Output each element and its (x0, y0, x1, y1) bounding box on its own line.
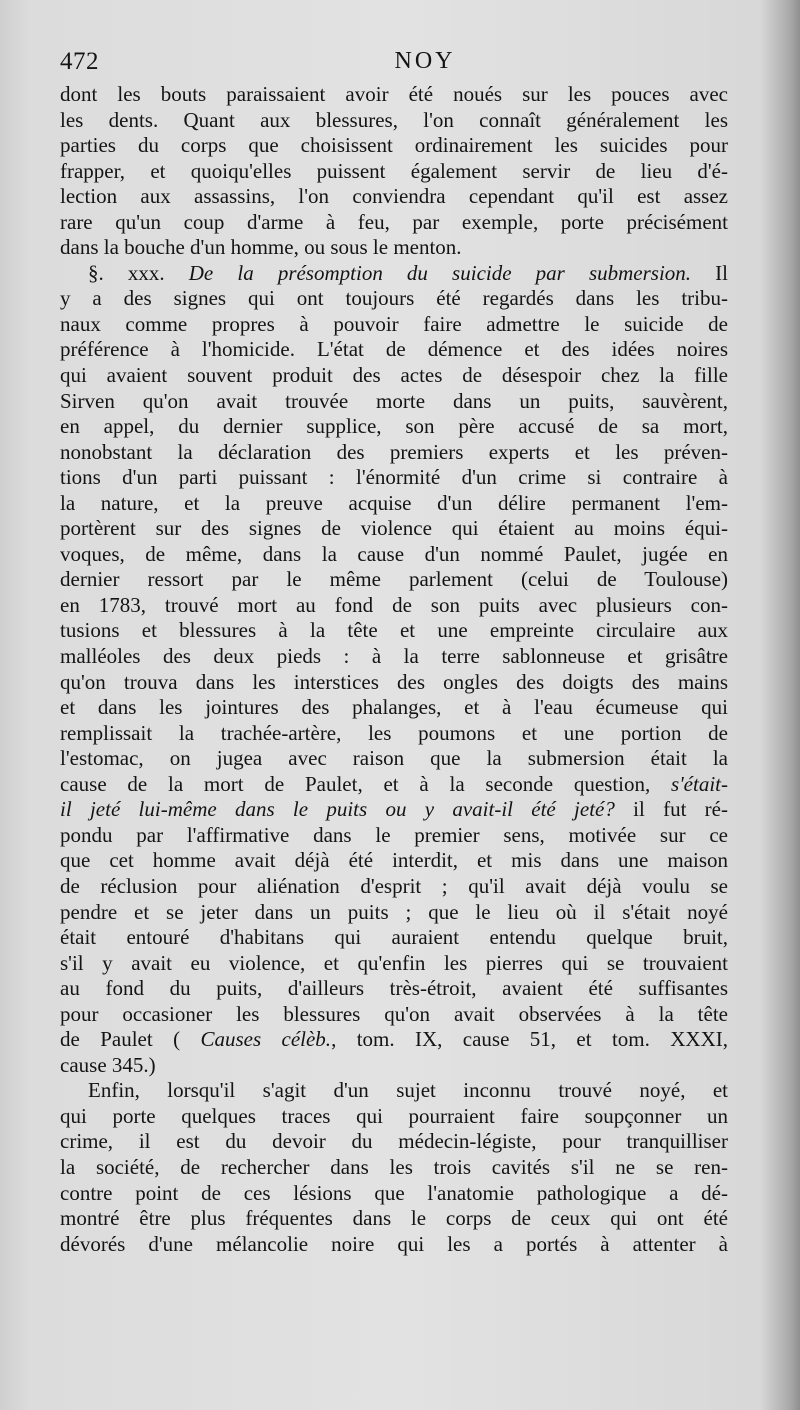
text-line: cause 345.) (60, 1052, 156, 1077)
text-line: qui avaient souvent produit des actes de désespoir chez la fille (60, 363, 728, 388)
text-line: pondu par l'affirmative dans le premier sens, motivée sur ce (60, 822, 728, 847)
text-fragment: cause de la mort de Paulet, et à la seconde question, (60, 771, 672, 796)
text-line: dernier ressort par le même parlement (celui de Toulouse) (60, 567, 728, 592)
text-line: en 1783, trouvé mort au fond de son puits avec plusieurs con- (60, 592, 728, 617)
text-line: nonobstant la déclaration des premiers experts et les préven- (60, 439, 728, 464)
text-line (60, 797, 728, 823)
text-line: tusions et blessures à la tête et une empreinte circulaire aux (60, 618, 728, 643)
citation-title: Causes célèb. (200, 1027, 332, 1052)
text-line: les dents. Quant aux blessures, l'on connaît généralement les (60, 107, 728, 132)
text-line: qu'on trouva dans les interstices des ongles des doigts des mains (60, 669, 728, 694)
text-line: remplissait la trachée-artère, les poumons et une portion de (60, 720, 728, 745)
text-fragment: , tom. IX, cause 51, et tom. XXXI, (331, 1027, 728, 1052)
paragraph-start-line: Enfin, lorsqu'il s'agit d'un sujet inconnu trouvé noyé, et (88, 1078, 728, 1103)
text-line: dévorés d'une mélancolie noire qui les a portés à attenter à (60, 1231, 728, 1256)
running-head: NOY (394, 48, 456, 74)
text-line: frapper, et quoiqu'elles puissent également servir de lieu d'é- (60, 158, 728, 183)
text-line: naux comme propres à pouvoir faire admettre le suicide de (60, 311, 728, 336)
italic-question: s'était- (671, 771, 728, 796)
text-line: pendre et se jeter dans un puits ; que le lieu où il s'était noyé (60, 899, 728, 924)
text-line: préférence à l'homicide. L'état de démence et des idées noires (60, 337, 728, 362)
text-line: était entouré d'habitans qui auraient entendu quelque bruit, (60, 925, 728, 950)
text-fragment: il fut ré- (614, 797, 728, 822)
text-fragment: Il (691, 260, 728, 285)
page-number: 472 (60, 48, 99, 75)
text-fragment: de Paulet ( (60, 1027, 201, 1052)
text-line: tions d'un parti puissant : l'énormité d'un crime si contraire à (60, 465, 728, 490)
text-line: l'estomac, on jugea avec raison que la submersion était la (60, 746, 728, 771)
text-line: lection aux assassins, l'on conviendra cependant qu'il est assez (60, 184, 728, 209)
text-line: parties du corps que choisissent ordinairement les suicides pour (60, 133, 728, 158)
text-line: la société, de rechercher dans les trois cavités s'il ne se ren- (60, 1154, 728, 1179)
text-line: crime, il est du devoir du médecin-légiste, pour tranquilliser (60, 1129, 728, 1154)
section-heading-line (60, 261, 728, 287)
section-title: De la présomption du suicide par submersion. (188, 260, 692, 285)
text-line: rare qu'un coup d'arme à feu, par exemple, porte précisément (60, 209, 728, 234)
text-line: s'il y avait eu violence, et qu'enfin les pierres qui se trouvaient (60, 950, 728, 975)
section-number: §. xxx. (88, 260, 189, 285)
text-line (60, 772, 728, 798)
text-line: dont les bouts paraissaient avoir été noués sur les pouces avec (60, 82, 728, 106)
text-line: au fond du puits, d'ailleurs très-étroit, avaient été suffisantes (60, 976, 728, 1001)
text-line: que cet homme avait déjà été interdit, et mis dans une maison (60, 848, 728, 873)
text-line: de réclusion pour aliénation d'esprit ; qu'il avait déjà voulu se (60, 873, 728, 898)
italic-question: il jeté lui-même dans le puits ou y avait-il été jeté? (60, 797, 615, 822)
text-line: la nature, et la preuve acquise d'un délire permanent l'em- (60, 490, 728, 515)
text-line: qui porte quelques traces qui pourraient faire soupçonner un (60, 1103, 728, 1128)
text-line: en appel, du dernier supplice, son père accusé de sa mort, (60, 414, 728, 439)
text-line: contre point de ces lésions que l'anatomie pathologique a dé- (60, 1180, 728, 1205)
text-line: et dans les jointures des phalanges, et à l'eau écumeuse qui (60, 695, 728, 720)
text-line: malléoles des deux pieds : à la terre sablonneuse et grisâtre (60, 644, 728, 669)
citation-line (60, 1027, 728, 1053)
text-line: pour occasioner les blessures qu'on avait observées à la tête (60, 1001, 728, 1026)
text-line: dans la bouche d'un homme, ou sous le menton. (60, 235, 462, 260)
text-line: montré être plus fréquentes dans le corps de ceux qui ont été (60, 1206, 728, 1231)
text-line: Sirven qu'on avait trouvée morte dans un puits, sauvèrent, (60, 388, 728, 413)
text-line: portèrent sur des signes de violence qui étaient au moins équi- (60, 516, 728, 541)
body-text (60, 82, 728, 1257)
text-line: y a des signes qui ont toujours été regardés dans les tribu- (60, 286, 728, 311)
text-line: voques, de même, dans la cause d'un nommé Paulet, jugée en (60, 541, 728, 566)
